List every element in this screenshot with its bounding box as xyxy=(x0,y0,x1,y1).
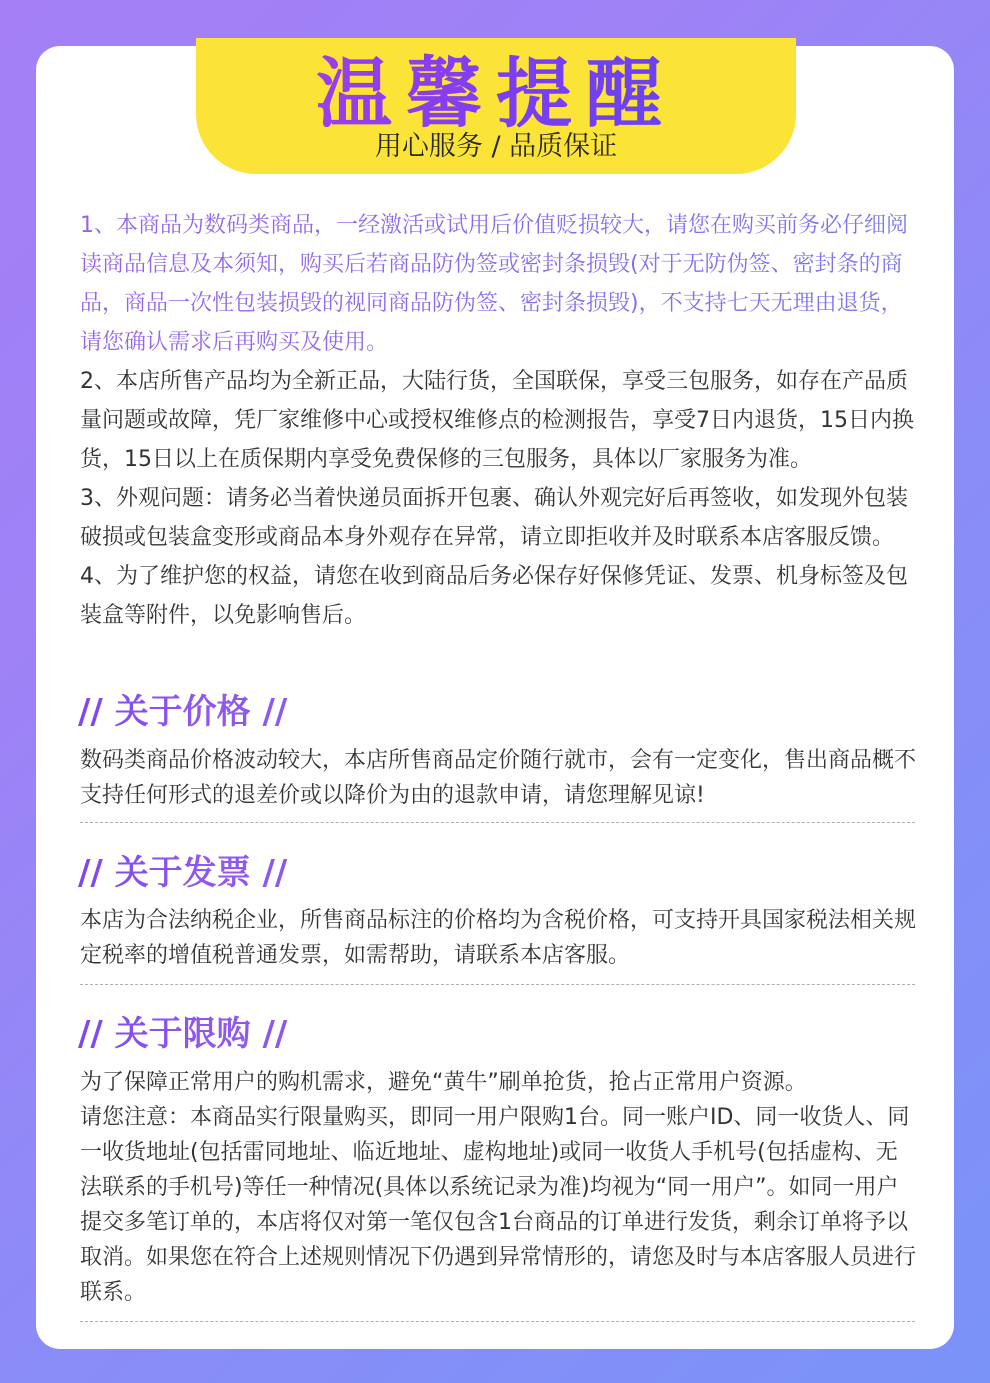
section-text-price: 数码类商品价格波动较大，本店所售商品定价随行就市，会有一定变化，售出商品概不支持任何形式的退差价或以降价为由的退款申请，请您理解见谅! xyxy=(80,748,917,808)
section-heading-price: // 关于价格 // xyxy=(78,692,288,732)
notice-item-1: 1、本商品为数码类商品，一经激活或试用后价值贬损较大，请您在购买前务必仔细阅读商品信息及本须知，购买后若商品防伪签或密封条损毁(对于无防伪签、密封条的商品，商品一次性包装损毁的视同商品防伪签、密封条损毁)，不支持七天无理由退货，请您确认需求后再购买及使用。 xyxy=(80,206,916,362)
section-text-limit-intro: 为了保障正常用户的购机需求，避免“黄牛”刷单抢货，抢占正常用户资源。 xyxy=(80,1070,807,1095)
banner-title: 温馨提醒 xyxy=(196,52,796,136)
section-divider xyxy=(80,984,915,985)
section-heading-limit: // 关于限购 // xyxy=(78,1014,288,1054)
section-divider xyxy=(80,822,915,823)
section-heading-invoice: // 关于发票 // xyxy=(78,853,288,893)
reminder-banner xyxy=(196,38,796,174)
notice-item-2: 2、本店所售产品均为全新正品，大陆行货，全国联保，享受三包服务，如存在产品质量问题或故障，凭厂家维修中心或授权维修点的检测报告，享受7日内退货，15日内换货，15日以上在质保期内享受免费保修的三包服务，具体以厂家服务为准。 xyxy=(80,369,914,472)
notice-item-3: 3、外观问题：请务必当着快递员面拆开包裹、确认外观完好后再签收，如发现外包装破损或包装盒变形或商品本身外观存在异常，请立即拒收并及时联系本店客服反馈。 xyxy=(80,486,908,550)
banner-subtitle: 用心服务 / 品质保证 xyxy=(374,131,618,162)
section-text-limit-rules: 请您注意：本商品实行限量购买，即同一用户限购1台。同一账户ID、同一收货人、同一收货地址(包括雷同地址、临近地址、虚构地址)或同一收货人手机号(包括虚构、无法联系的手机号)等任一种情况(具体以系统记录为准)均视为“同一用户”。如同一用户提交多笔订单的，本店将仅对第一笔仅包含1台商品的订单进行发货，剩余订单将予以取消。如果您在符合上述规则情况下仍遇到异常情形的，请您及时与本店客服人员进行联系。 xyxy=(80,1105,917,1305)
section-text-invoice: 本店为合法纳税企业，所售商品标注的价格均为含税价格，可支持开具国家税法相关规定税率的增值税普通发票，如需帮助，请联系本店客服。 xyxy=(80,908,917,968)
notice-item-4: 4、为了维护您的权益，请您在收到商品后务必保存好保修凭证、发票、机身标签及包装盒等附件，以免影响售后。 xyxy=(80,564,908,628)
section-divider xyxy=(80,1321,915,1322)
